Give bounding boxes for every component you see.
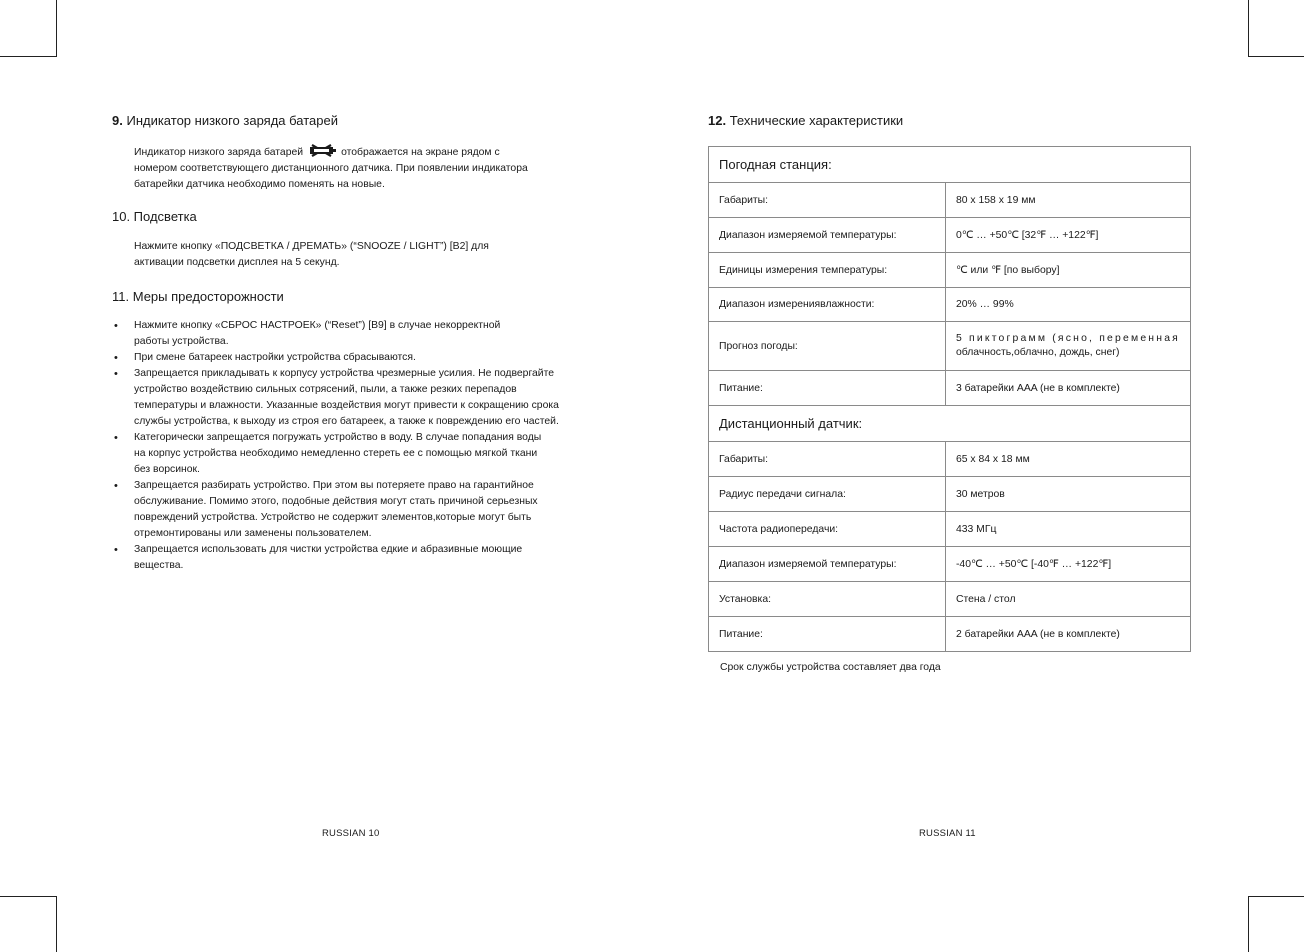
section-10-text [134, 239, 574, 271]
spec-key: Частота радиопередачи: [709, 512, 946, 547]
section-11-heading: 11. Меры предосторожности [112, 289, 284, 304]
table-row [709, 253, 1191, 288]
sec9-line-1b: отображается на экране рядом с [341, 147, 500, 158]
spec-key: Единицы измерения температуры: [709, 253, 946, 288]
spec-key: Прогноз погоды: [709, 322, 946, 371]
section-9-number: 9. [112, 113, 123, 128]
table-row [709, 371, 1191, 406]
list-item: • Запрещается прикладывать к корпусу устройства чрезмерные усилия. Не подвергайте устройство воздействию сильных сотрясений, пыли, а также резких перепадов температуры и влажности. Указанные воздействия могут привести к сокращению срока службы устройства, к выходу из строя его батареек, а также к повреждению его частей. [112, 366, 572, 430]
list-item: • Запрещается использовать для чистки устройства едкие и абразивные моющие вещества. [112, 542, 559, 574]
table-row [709, 547, 1191, 582]
crop-mark [1248, 896, 1304, 897]
spec-key: Габариты: [709, 183, 946, 218]
section-12-number: 12. [708, 113, 727, 128]
spec-key: Диапазон измерениявлажности: [709, 288, 946, 322]
forecast-line-2: облачность,облачно, дождь, снег) [955, 347, 1120, 358]
table-row [709, 442, 1191, 477]
crop-mark [1248, 896, 1249, 952]
spec-key: Диапазон измеряемой температуры: [709, 547, 946, 582]
section-12-title: Технические характеристики [729, 113, 904, 128]
sec10-line-2: активации подсветки дисплея на 5 секунд. [134, 257, 340, 268]
spec-table [708, 146, 1191, 652]
list-item: • При смене батареек настройки устройства сбрасываются. [112, 350, 572, 366]
spec-value: 80 x 158 x 19 мм [945, 183, 1190, 218]
spec-key: Установка: [709, 582, 946, 617]
precautions-list [112, 318, 572, 574]
sec9-line-3: батарейки датчика необходимо поменять на новые. [134, 179, 385, 190]
crop-mark [56, 896, 57, 952]
spec-value: ℃ или ℉ [по выбору] [945, 253, 1190, 288]
table-section-row [709, 406, 1191, 442]
section-10-heading: 10. Подсветка [112, 209, 197, 224]
spec-key: Питание: [709, 617, 946, 652]
spec-value: 433 МГц [945, 512, 1190, 547]
spec-key: Радиус передачи сигнала: [709, 477, 946, 512]
table-row [709, 288, 1191, 322]
page-number-right: RUSSIAN 11 [919, 828, 976, 839]
spec-key: Диапазон измеряемой температуры: [709, 218, 946, 253]
spec-value: 65 x 84 x 18 мм [945, 442, 1190, 477]
section-12-heading [708, 113, 903, 128]
spec-key: Питание: [709, 371, 946, 406]
spec-value: -40℃ … +50℃ [-40℉ … +122℉] [945, 547, 1190, 582]
crop-mark [1248, 56, 1304, 57]
list-item: • Нажмите кнопку «СБРОС НАСТРОЕК» (“Reset”) [B9] в случае некорректной работы устройства. [112, 318, 534, 350]
low-battery-icon [309, 144, 337, 157]
crop-mark [0, 56, 57, 57]
crop-mark [56, 0, 57, 57]
service-life-note: Срок службы устройства составляет два года [720, 662, 941, 673]
table-row [709, 477, 1191, 512]
table-row [709, 218, 1191, 253]
spec-value [945, 322, 1190, 371]
spec-value: 3 батарейки AAA (не в комплекте) [945, 371, 1190, 406]
forecast-line-1: 5 пиктограмм (ясно, переменная [955, 333, 1180, 344]
table-row [709, 322, 1191, 371]
section-9-title: Индикатор низкого заряда батарей [126, 113, 338, 128]
section-9-text [134, 144, 574, 193]
table-section-row [709, 147, 1191, 183]
spec-value: 20% … 99% [945, 288, 1190, 322]
table-row [709, 183, 1191, 218]
crop-mark [1248, 0, 1249, 57]
sec10-line-1: Нажмите кнопку «ПОДСВЕТКА / ДРЕМАТЬ» (“SNOOZE / LIGHT”) [B2] для [134, 241, 489, 252]
section-9-heading [112, 113, 338, 128]
sec9-line-1a: Индикатор низкого заряда батарей [134, 147, 304, 158]
table-row [709, 617, 1191, 652]
crop-mark [0, 896, 57, 897]
spec-value: Стена / стол [945, 582, 1190, 617]
spec-value: 2 батарейки AAA (не в комплекте) [945, 617, 1190, 652]
station-header: Погодная станция: [709, 147, 1191, 183]
sec9-line-2: номером соответствующего дистанционного датчика. При появлении индикатора [134, 163, 528, 174]
spec-value: 30 метров [945, 477, 1190, 512]
table-row [709, 582, 1191, 617]
page-number-left: RUSSIAN 10 [322, 828, 380, 839]
list-item: • Запрещается разбирать устройство. При этом вы потеряете право на гарантийное обслуживание. Помимо этого, подобные действия могут стать причиной серьезных повреждений устройства. Устройство не содержит элементов,которые могут быть отремонтированы или заменены пользователем. [112, 478, 574, 542]
list-item: • Категорически запрещается погружать устройство в воду. В случае попадания воды на корпус устройства необходимо немедленно стереть ее с помощью мягкой ткани без ворсинок. [112, 430, 552, 478]
table-row [709, 512, 1191, 547]
spec-key: Габариты: [709, 442, 946, 477]
sensor-header: Дистанционный датчик: [709, 406, 1191, 442]
spec-value: 0℃ … +50℃ [32℉ … +122℉] [945, 218, 1190, 253]
